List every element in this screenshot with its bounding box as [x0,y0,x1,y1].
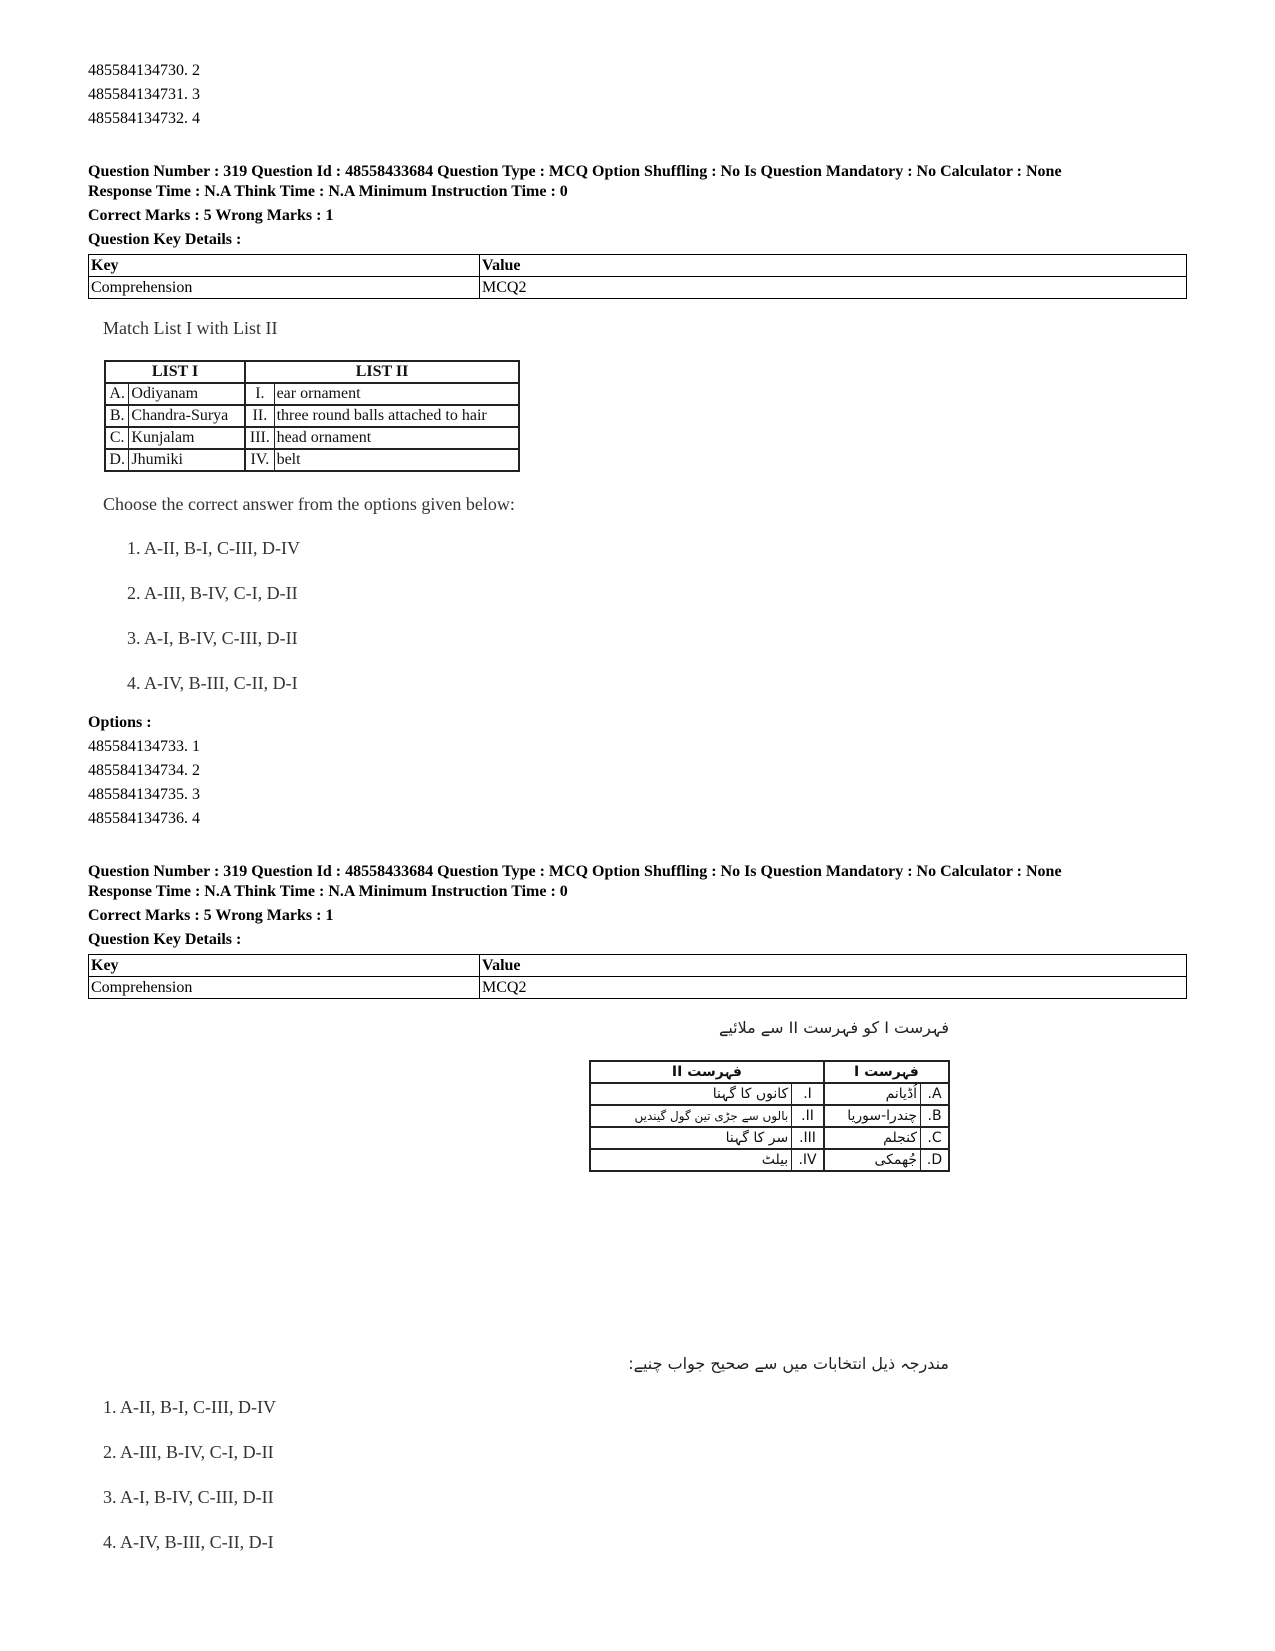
answer-choice: 4. A-IV, B-III, C-II, D-I [127,673,298,693]
kv-value-header: Value [480,255,1187,277]
key-value-table [88,254,1187,299]
question-marks: Correct Marks : 5 Wrong Marks : 1 [88,907,334,924]
answer-choice: 1. A-II, B-I, C-III, D-IV [127,538,300,558]
row-numeral: IV. [245,449,274,471]
row-description: ear ornament [274,383,519,405]
row-letter: A. [921,1083,949,1105]
kv-key-header: Key [89,255,480,277]
options-label: Options : [88,714,152,731]
row-item: Odiyanam [129,383,245,405]
row-description: بیلٹ [590,1149,792,1171]
table-row [105,383,519,405]
list-1-header: فہرست I [824,1061,949,1083]
row-item: Kunjalam [129,427,245,449]
table-row [105,361,519,383]
answer-choice: 2. A-III, B-IV, C-I, D-II [103,1442,274,1462]
key-details-label: Question Key Details : [88,231,242,248]
row-description: بالوں سے جڑی تین گول گیندیں [590,1105,792,1127]
table-row [105,427,519,449]
row-description: belt [274,449,519,471]
answer-choice: 3. A-I, B-IV, C-III, D-II [103,1487,274,1507]
row-numeral: II. [245,405,274,427]
table-row [105,449,519,471]
table-row [590,1083,949,1105]
table-row [89,977,1187,999]
row-numeral: I. [245,383,274,405]
question-marks: Correct Marks : 5 Wrong Marks : 1 [88,207,334,224]
option-line: 485584134733. 1 [88,738,200,755]
kv-key: Comprehension [89,277,480,299]
table-row [590,1149,949,1171]
option-line: 485584134732. 4 [88,110,200,127]
match-list-table [104,360,520,472]
question-timing: Response Time : N.A Think Time : N.A Minimum Instruction Time : 0 [88,883,568,900]
row-letter: A. [105,383,129,405]
list-1-header: LIST I [105,361,245,383]
row-item: اُڈیانم [824,1083,921,1105]
table-row [89,255,1187,277]
row-letter: C. [921,1127,949,1149]
list-2-header: LIST II [245,361,519,383]
kv-value: MCQ2 [480,277,1187,299]
choose-instruction: Choose the correct answer from the options given below: [103,494,515,514]
answer-choice: 2. A-III, B-IV, C-I, D-II [127,583,298,603]
row-numeral: III. [792,1127,824,1149]
row-letter: B. [105,405,129,427]
table-row [590,1127,949,1149]
table-row [590,1061,949,1083]
question-timing: Response Time : N.A Think Time : N.A Minimum Instruction Time : 0 [88,183,568,200]
option-line: 485584134734. 2 [88,762,200,779]
question-prompt-urdu: فہرست I کو فہرست II سے ملائیے [718,1018,949,1037]
answer-choice: 4. A-IV, B-III, C-II, D-I [103,1532,274,1552]
question-prompt: Match List I with List II [103,318,278,338]
key-details-label: Question Key Details : [88,931,242,948]
row-letter: C. [105,427,129,449]
answer-choice: 3. A-I, B-IV, C-III, D-II [127,628,298,648]
option-line: 485584134736. 4 [88,810,200,827]
row-numeral: IV. [792,1149,824,1171]
row-item: Chandra-Surya [129,405,245,427]
option-line: 485584134730. 2 [88,62,200,79]
row-item: چندرا-سوریا [824,1105,921,1127]
list-2-header: فہرست II [590,1061,824,1083]
question-header: Question Number : 319 Question Id : 48558433684 Question Type : MCQ Option Shuffling : No Is Question Mandatory : No Calculator : None [88,163,1062,180]
row-item: Jhumiki [129,449,245,471]
kv-key-header: Key [89,955,480,977]
table-row [590,1105,949,1127]
row-description: سر کا گہنا [590,1127,792,1149]
answer-choice: 1. A-II, B-I, C-III, D-IV [103,1397,276,1417]
row-description: head ornament [274,427,519,449]
row-description: کانوں کا گہنا [590,1083,792,1105]
row-description: three round balls attached to hair [274,405,519,427]
row-letter: D. [921,1149,949,1171]
row-numeral: I. [792,1083,824,1105]
table-row [105,405,519,427]
row-item: جُھمکی [824,1149,921,1171]
kv-value-header: Value [480,955,1187,977]
row-letter: B. [921,1105,949,1127]
kv-value: MCQ2 [480,977,1187,999]
match-list-table-urdu [589,1060,950,1172]
key-value-table [88,954,1187,999]
option-line: 485584134731. 3 [88,86,200,103]
choose-instruction-urdu: مندرجہ ذیل انتخابات میں سے صحیح جواب چنیے: [628,1354,949,1373]
row-item: کنجلم [824,1127,921,1149]
table-row [89,955,1187,977]
row-numeral: III. [245,427,274,449]
question-header: Question Number : 319 Question Id : 48558433684 Question Type : MCQ Option Shuffling : No Is Question Mandatory : No Calculator : None [88,863,1062,880]
row-letter: D. [105,449,129,471]
table-row [89,277,1187,299]
row-numeral: II. [792,1105,824,1127]
kv-key: Comprehension [89,977,480,999]
option-line: 485584134735. 3 [88,786,200,803]
